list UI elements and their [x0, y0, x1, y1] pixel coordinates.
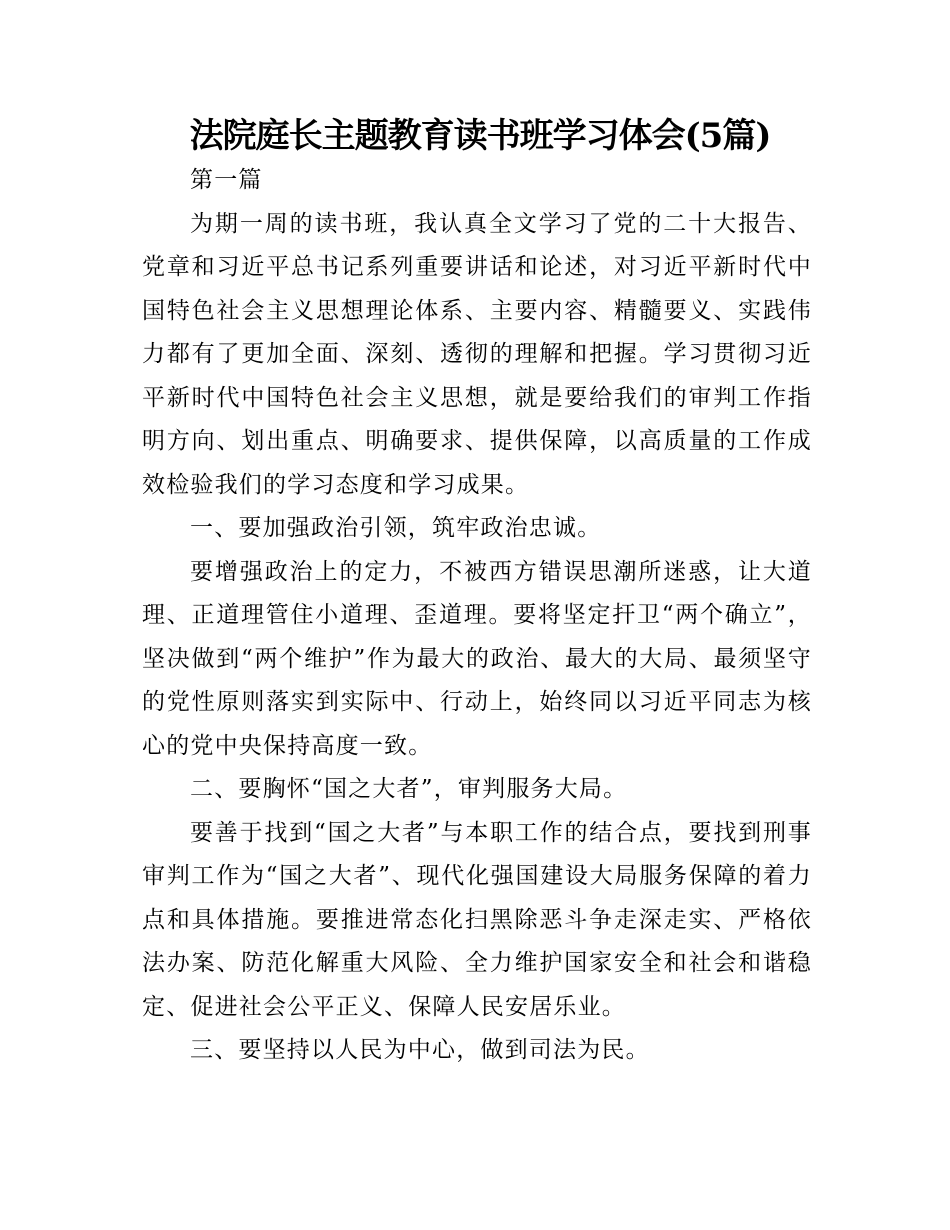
point-heading-2: 二、要胸怀“国之大者”，审判服务大局。 [190, 776, 628, 802]
section-heading-first: 第一篇 [190, 167, 263, 193]
point-heading-3: 三、要坚持以人民为中心，做到司法为民。 [190, 1037, 650, 1063]
point-paragraph-2: 要善于找到“国之大者”与本职工作的结合点，要找到刑事审判工作为“国之大者”、现代化强国建设大局服务保障的着力点和具体措施。要推进常态化扫黑除恶斗争走深走实、严格依法办案、防范化解重大风险、全力维护国家安全和社会和谐稳定、促进社会公平正义、保障人民安居乐业。 [142, 819, 812, 1020]
intro-paragraph: 为期一周的读书班，我认真全文学习了党的二十大报告、党章和习近平总书记系列重要讲话和论述，对习近平新时代中国特色社会主义思想理论体系、主要内容、精髓要义、实践伟力都有了更加全面、深刻、透彻的理解和把握。学习贯彻习近平新时代中国特色社会主义思想，就是要给我们的审判工作指明方向、划出重点、明确要求、提供保障，以高质量的工作成效检验我们的学习态度和学习成果。 [142, 210, 812, 498]
point-paragraph-1: 要增强政治上的定力，不被西方错误思潮所迷惑，让大道理、正道理管住小道理、歪道理。要将坚定扞卫“两个确立”，坚决做到“两个维护”作为最大的政治、最大的大局、最须坚守的党性原则落实到实际中、行动上，始终同以习近平同志为核心的党中央保持高度一致。 [142, 558, 812, 759]
document-title: 法院庭长主题教育读书班学习体会(5篇) [189, 116, 771, 156]
point-heading-1: 一、要加强政治引领，筑牢政治忠诚。 [190, 515, 602, 541]
document-body [142, 159, 812, 1073]
